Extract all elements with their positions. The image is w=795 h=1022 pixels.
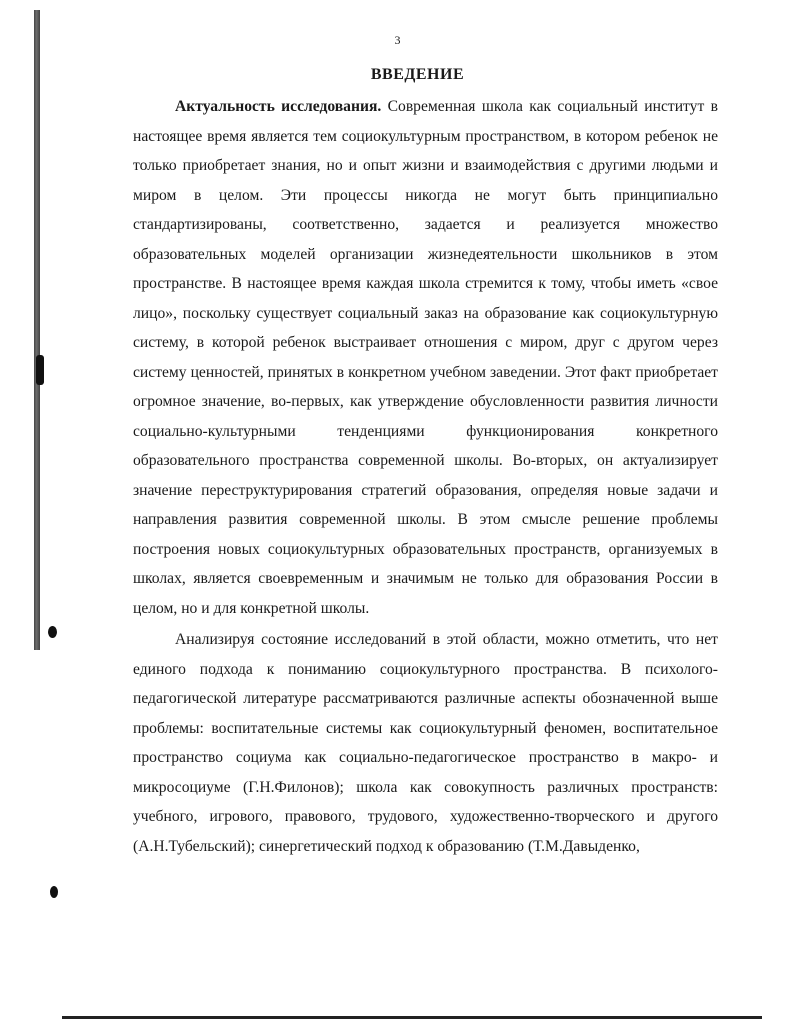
binding-edge-mark <box>34 10 40 650</box>
scan-speck <box>36 355 44 385</box>
scan-speck <box>50 886 58 898</box>
body-text <box>133 92 718 861</box>
page-number: 3 <box>394 33 401 47</box>
paragraph-lead: Актуальность исследования. <box>175 98 382 115</box>
paragraph-body: Анализируя состояние исследований в этой области, можно отметить, что нет единого подхода к пониманию социокультурного пространства. В психолого-педагогической литературе рассматриваются различные аспекты обозначенной выше проблемы: воспитательные системы как социокультурный феномен, воспитательное пространство социума как социально-педагогическое пространство в макро- и микросоциуме (Г.Н.Филонов); школа как совокупность различных пространств: учебного, игрового, правового, трудового, художественно-творческого и другого (А.Н.Тубельский); синергетический подход к образованию (Т.М.Давыденко, <box>133 631 718 855</box>
scan-speck <box>48 626 57 638</box>
paragraph-relevance <box>133 92 718 623</box>
paragraph-body: Современная школа как социальный институт в настоящее время является тем социокультурным пространством, в котором ребенок не только приобретает знания, но и опыт жизни и взаимодействия с другими людьми и миром в целом. Эти процессы никогда не могут быть принципиально стандартизированы, соответственно, задается и реализуется множество образовательных моделей организации жизнедеятельности школьников в этом пространстве. В настоящее время каждая школа стремится к тому, чтобы иметь «свое лицо», поскольку существует социальный заказ на образование как социокультурную систему, в которой ребенок выстраивает отношения с миром, друг с другом через систему ценностей, принятых в конкретном учебном заведении. Этот факт приобретает огромное значение, во-первых, как утверждение обусловленности развития личности социально-культурными тенденциями функционирования конкретного образовательного пространства современной школы. Во-вторых, он актуализирует значение переструктурирования стратегий образования, определяя новые задачи и направления развития современной школы. В этом смысле решение проблемы построения новых социокультурных образовательных пространств, организуемых в школах, является своевременным и значимым не только для образования России в целом, но и для конкретной школы. <box>133 98 718 617</box>
paragraph-analysis <box>133 625 718 861</box>
page-bottom-edge <box>62 1016 762 1019</box>
section-heading: ВВЕДЕНИЕ <box>370 66 465 83</box>
